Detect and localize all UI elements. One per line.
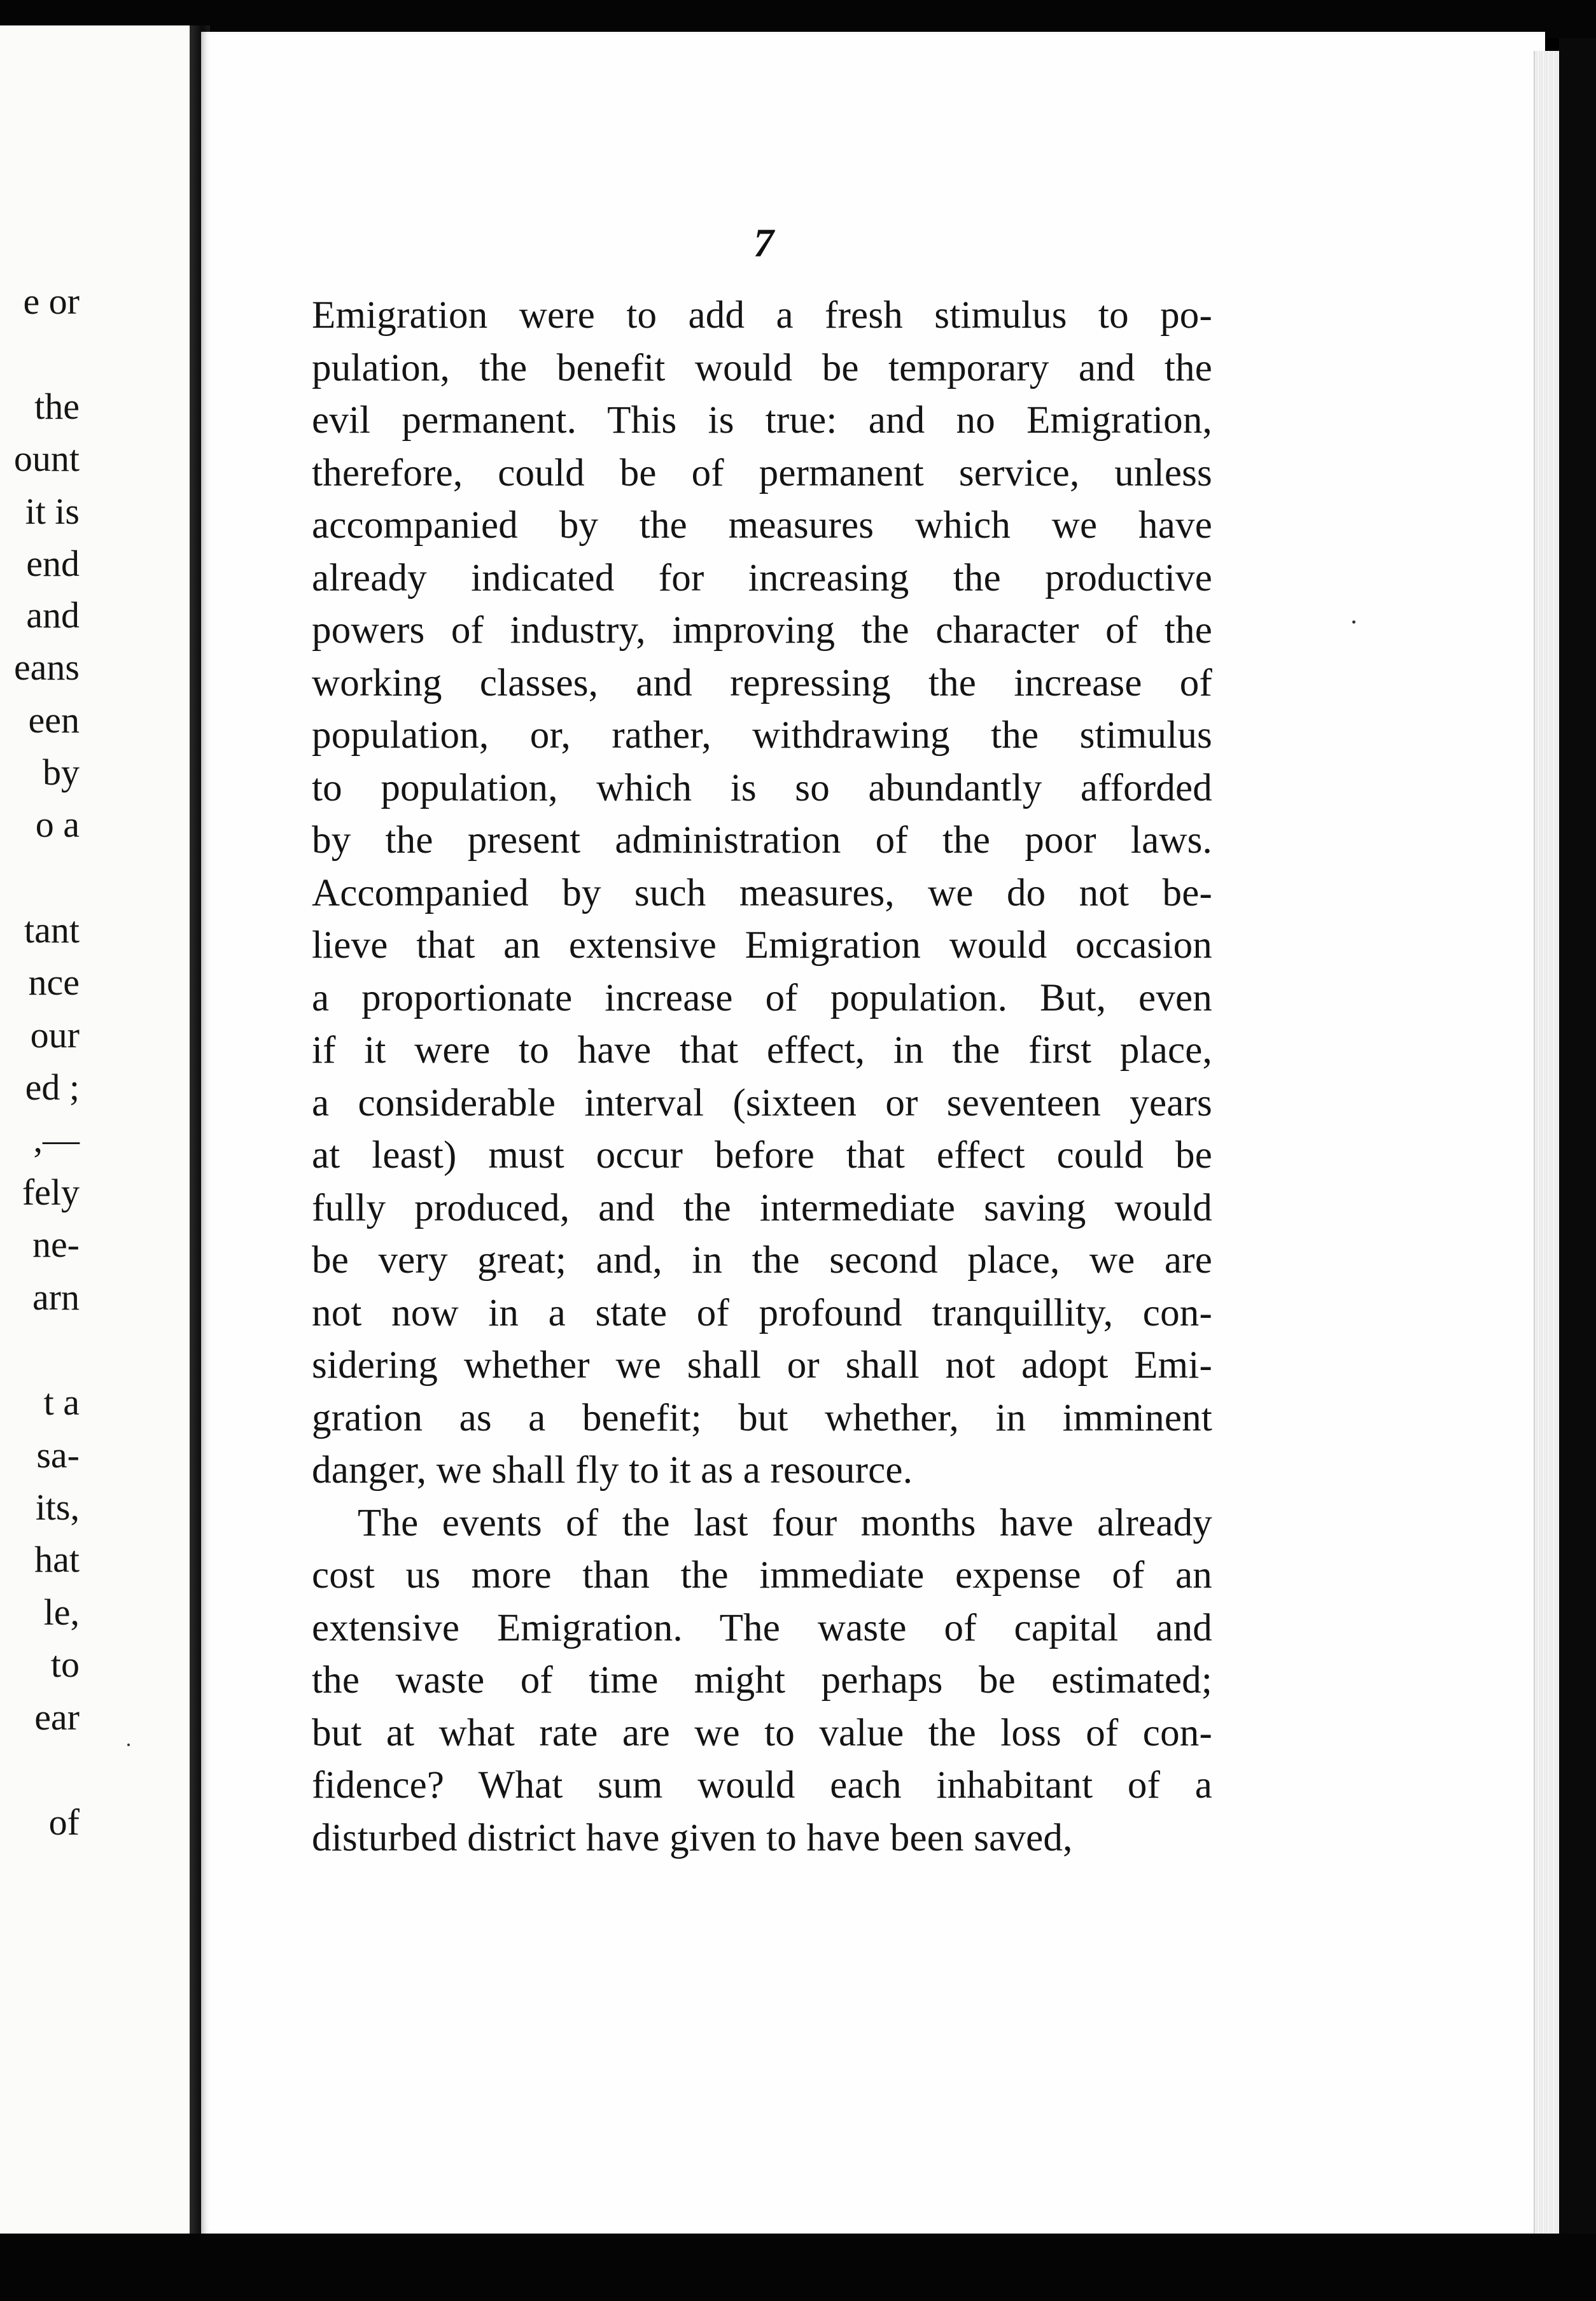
text-line: sidering whether we shall or shall not adopt Emi- — [312, 1344, 1212, 1387]
facing-page-fragment: by — [43, 752, 80, 793]
paragraph-2 — [312, 1497, 1212, 1865]
facing-page-fragment: and — [26, 594, 80, 636]
facing-page-fragment: end — [26, 543, 80, 584]
text-line: a considerable interval (sixteen or seventeen years — [312, 1081, 1212, 1124]
body-text — [312, 290, 1212, 1864]
text-line: disturbed district have given to have been saved, — [312, 1816, 1073, 1859]
facing-page-fragment: t a — [43, 1381, 80, 1423]
text-line: cost us more than the immediate expense of an — [312, 1554, 1212, 1597]
facing-page-fragment: nce — [28, 962, 80, 1003]
text-line: The events of the last four months have already — [358, 1501, 1212, 1544]
text-line: to population, which is so abundantly afforded — [312, 766, 1212, 809]
text-line: by the present administration of the poor laws. — [312, 819, 1212, 862]
facing-page — [0, 25, 190, 2240]
text-line: at least) must occur before that effect could be — [312, 1134, 1212, 1177]
facing-page-fragment: ne- — [32, 1224, 80, 1265]
text-line: evil permanent. This is true: and no Emigration, — [312, 399, 1212, 442]
text-line: already indicated for increasing the productive — [312, 556, 1212, 599]
facing-page-fragment: ear — [34, 1696, 80, 1738]
facing-page-fragment: sa- — [36, 1434, 80, 1476]
facing-page-fragment: le, — [43, 1591, 80, 1633]
text-line: powers of industry, improving the character of the — [312, 609, 1212, 652]
text-line: lieve that an extensive Emigration would occasion — [312, 924, 1212, 967]
page-number: 7 — [753, 220, 774, 265]
text-line: Emigration were to add a fresh stimulus to po- — [312, 294, 1212, 337]
text-line: fidence? What sum would each inhabitant of a — [312, 1764, 1212, 1807]
text-line: the waste of time might perhaps be estimated; — [312, 1659, 1212, 1702]
text-line: not now in a state of profound tranquillity, con- — [312, 1291, 1212, 1334]
facing-page-fragment: tant — [24, 909, 80, 951]
text-line: extensive Emigration. The waste of capital and — [312, 1606, 1212, 1649]
facing-page-fragment: to — [50, 1644, 80, 1685]
facing-page-fragment: ed ; — [25, 1067, 80, 1108]
text-line: working classes, and repressing the increase of — [312, 661, 1212, 704]
facing-page-fragment: arn — [32, 1276, 80, 1318]
facing-page-fragment: it is — [25, 491, 80, 532]
text-line: accompanied by the measures which we have — [312, 504, 1212, 547]
text-line: gration as a benefit; but whether, in imminent — [312, 1396, 1212, 1439]
facing-page-fragment: eans — [13, 647, 80, 688]
text-line: if it were to have that effect, in the first place, — [312, 1029, 1212, 1072]
text-line: fully produced, and the intermediate saving would — [312, 1186, 1212, 1229]
text-line: but at what rate are we to value the loss of con- — [312, 1711, 1212, 1754]
text-line: population, or, rather, withdrawing the stimulus — [312, 714, 1212, 757]
facing-page-fragment: its, — [35, 1486, 80, 1528]
text-line: therefore, could be of permanent service, unless — [312, 451, 1212, 494]
facing-page-fragment: fely — [22, 1171, 80, 1213]
scan-speck — [1352, 620, 1355, 624]
text-line: a proportionate increase of population. But, even — [312, 976, 1212, 1019]
facing-page-fragment: e or — [23, 281, 80, 322]
text-line: pulation, the benefit would be temporary and the — [312, 346, 1212, 389]
facing-page-fragment: our — [30, 1014, 80, 1056]
facing-page-fragment: een — [28, 699, 80, 741]
facing-page-fragment: o a — [35, 804, 80, 845]
scan-bottom-border — [0, 2234, 1596, 2301]
paragraph-1 — [312, 290, 1212, 1497]
facing-page-fragment: ount — [13, 438, 80, 479]
facing-page-fragment: of — [48, 1801, 80, 1843]
text-line: be very great; and, in the second place, we are — [312, 1239, 1212, 1282]
text-line: danger, we shall fly to it as a resource. — [312, 1449, 913, 1492]
page-edges — [1534, 51, 1560, 2240]
scan-speck — [127, 1744, 130, 1746]
facing-page-fragment: ,— — [33, 1119, 80, 1160]
facing-page-fragment: the — [34, 386, 80, 427]
text-line: Accompanied by such measures, we do not be- — [312, 871, 1212, 914]
scan-right-border — [1559, 38, 1596, 2246]
facing-page-fragment: hat — [34, 1539, 80, 1580]
